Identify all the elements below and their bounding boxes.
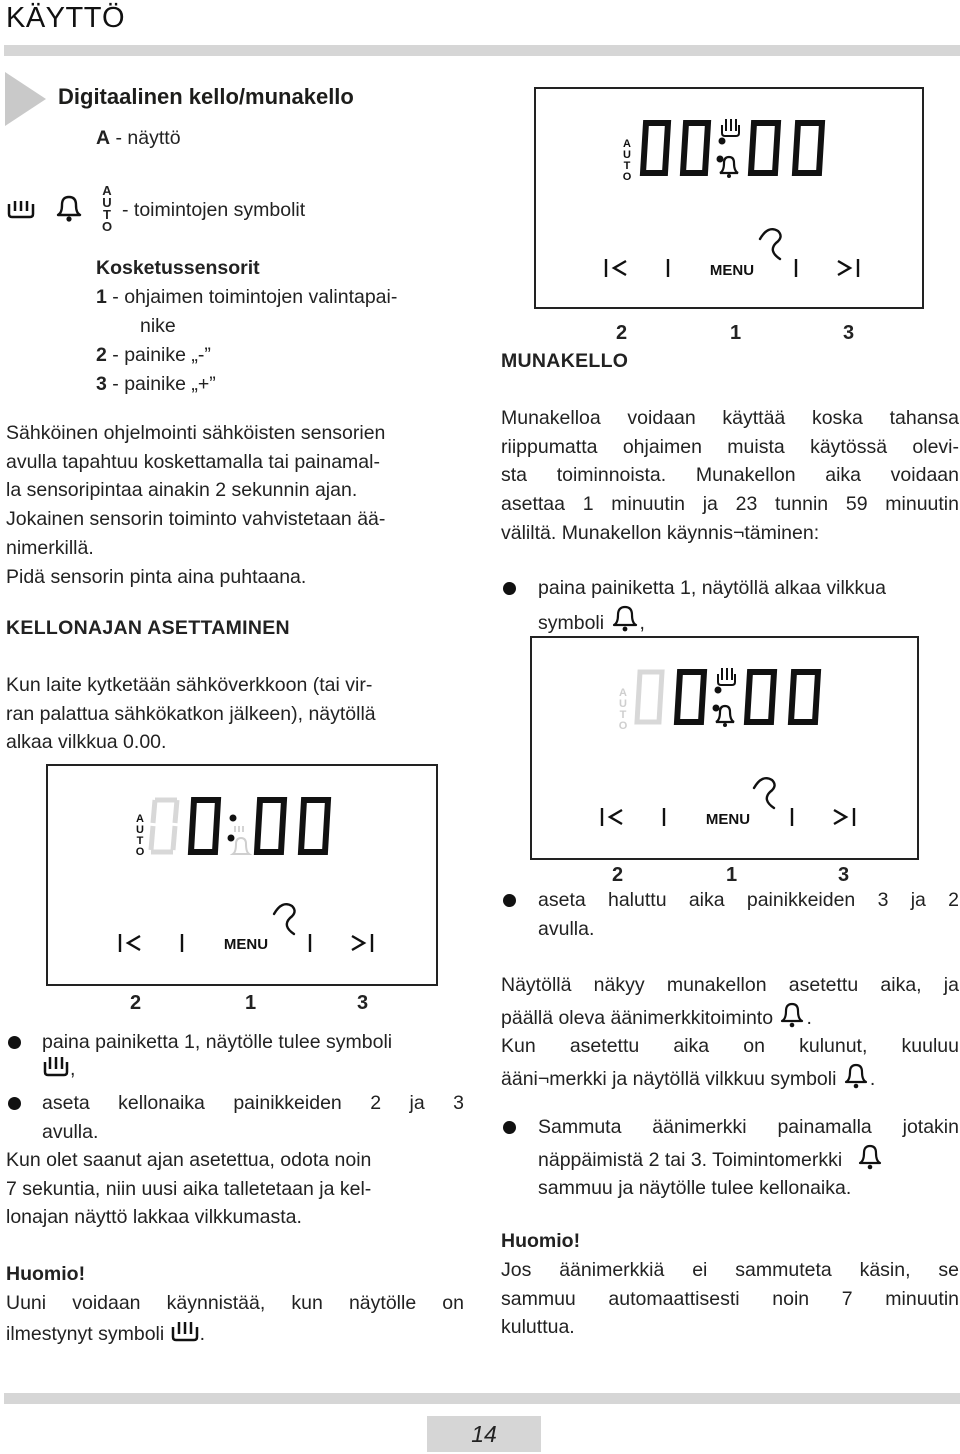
button-number-1: 1 bbox=[730, 322, 742, 344]
note-heading-left: Huomio! bbox=[6, 1263, 86, 1285]
auto-indicator bbox=[136, 813, 145, 858]
svg-text:U: U bbox=[136, 824, 144, 836]
auto-indicator-faint bbox=[619, 687, 628, 732]
sensor-1 bbox=[96, 283, 397, 312]
save-line: lonajan näyttö lakkaa vilkkumasta. bbox=[6, 1206, 302, 1229]
svg-text:O: O bbox=[618, 720, 628, 732]
button-number-3: 3 bbox=[838, 864, 850, 886]
egg-line: sta toiminnoista. Munakellon aika voidaan bbox=[501, 464, 959, 487]
save-paragraph bbox=[6, 1146, 466, 1232]
note-right-line: Jos äänimerkkiä ei sammuteta käsin, se bbox=[501, 1259, 959, 1281]
oven-icon bbox=[170, 1318, 200, 1344]
status-text: päällä oleva äänimerkkitoiminto bbox=[501, 1006, 774, 1029]
sensor-3-text: - painike „+” bbox=[112, 373, 216, 395]
sensor-2-number: 2 bbox=[96, 344, 107, 366]
sensors-heading: Kosketussensorit bbox=[96, 257, 260, 279]
button-number-2: 2 bbox=[616, 322, 628, 344]
sensor-1-number: 1 bbox=[96, 286, 107, 308]
svg-text:A: A bbox=[136, 813, 144, 825]
a-line bbox=[96, 124, 181, 153]
save-line: Kun olet saanut ajan asetettua, odota noin bbox=[6, 1149, 372, 1171]
svg-text:O: O bbox=[135, 846, 145, 858]
svg-text:O: O bbox=[622, 171, 632, 183]
section-arrow bbox=[5, 72, 46, 126]
auto-indicator bbox=[623, 138, 632, 183]
clock-line: Kun laite kytketään sähköverkkoon (tai vir- bbox=[6, 674, 373, 696]
svg-text:U: U bbox=[619, 698, 627, 710]
egg-bullet-3-line: Sammuta äänimerkki painamalla jotakin bbox=[538, 1116, 959, 1138]
display-panel-timer-top bbox=[534, 87, 924, 309]
note-heading-right: Huomio! bbox=[501, 1230, 581, 1252]
egg-line: asettaa 1 minuutin ja 23 tunnin 59 minuutin bbox=[501, 493, 959, 516]
intro-line: Pidä sensorin pinta aina puhtaana. bbox=[6, 565, 307, 588]
svg-text:A: A bbox=[619, 687, 627, 699]
egg-timer-paragraph bbox=[501, 404, 959, 548]
button-number-2: 2 bbox=[130, 992, 142, 1014]
comma: , bbox=[70, 1058, 76, 1080]
note-left-text: ilmestynyt symboli bbox=[6, 1322, 165, 1345]
period: . bbox=[199, 1322, 206, 1345]
svg-text:U: U bbox=[623, 149, 631, 161]
bullet-dot bbox=[503, 1121, 516, 1134]
bell-icon bbox=[778, 1000, 806, 1028]
sensor-1-text: - ohjaimen toimintojen valintapai- bbox=[112, 286, 398, 308]
a-text: - näyttö bbox=[115, 127, 181, 149]
egg-bullet-2-text: aseta haluttu aika painikkeiden 3 ja 2 bbox=[538, 889, 959, 911]
display-graphic bbox=[48, 766, 436, 984]
egg-bullet-3-text: näppäimistä 2 tai 3. Toimintomerkki bbox=[538, 1148, 843, 1171]
menu-label: MENU bbox=[705, 811, 751, 828]
sensor-3-number: 3 bbox=[96, 373, 107, 395]
egg-bullet-1: paina painiketta 1, näytöllä alkaa vilkkua bbox=[538, 577, 886, 599]
page-number: 14 bbox=[471, 1421, 497, 1447]
egg-bullet-3-line bbox=[538, 1142, 959, 1175]
comma: , bbox=[639, 612, 645, 634]
intro-line: la sensoripintaa ainakin 2 sekunnin ajan. bbox=[6, 479, 358, 502]
intro-line: Sähköinen ohjelmointi sähköisten sensorien bbox=[6, 422, 386, 444]
auto-icon: A U T O bbox=[101, 183, 113, 234]
sensor-2-text: - painike „-” bbox=[112, 344, 211, 366]
section-title: Digitaalinen kello/munakello bbox=[58, 84, 354, 109]
note-left-line-2 bbox=[6, 1318, 464, 1349]
symbols-text: - toimintojen symbolit bbox=[122, 199, 306, 221]
display-panel-timer-blink bbox=[530, 636, 919, 860]
note-left-line: Uuni voidaan käynnistää, kun näytölle on bbox=[6, 1292, 464, 1314]
display-graphic bbox=[536, 89, 922, 307]
egg-bullet-3-line: sammuu ja näytölle tulee kellonaika. bbox=[538, 1177, 852, 1200]
status-line-4: ääni¬merkki ja näytöllä vilkkuu symboli . bbox=[501, 1061, 959, 1094]
egg-bullet-2-cont: avulla. bbox=[538, 917, 595, 940]
status-text: ääni¬merkki ja näytöllä vilkkuu symboli bbox=[501, 1068, 837, 1091]
sensor-1-cont: nike bbox=[140, 315, 176, 337]
svg-text:T: T bbox=[136, 835, 144, 847]
note-right bbox=[501, 1256, 959, 1342]
clock-bullet-1-end bbox=[42, 1053, 75, 1084]
faint-digit bbox=[151, 800, 177, 852]
clock-bullet-1: paina painiketta 1, näytölle tulee symboli bbox=[42, 1031, 393, 1053]
bell-icon bbox=[856, 1142, 884, 1170]
svg-text:T: T bbox=[623, 160, 631, 172]
bullet-dot bbox=[8, 1097, 21, 1110]
page-title: KÄYTTÖ bbox=[6, 2, 126, 34]
intro-line: Jokainen sensorin toiminto vahvistetaan ää- bbox=[6, 508, 386, 531]
egg-bullet-1-symbol-text: symboli bbox=[538, 612, 605, 634]
bullet-dot bbox=[503, 582, 516, 595]
display-panel-clock bbox=[46, 764, 438, 986]
clock-paragraph bbox=[6, 671, 464, 757]
bell-icon bbox=[610, 603, 640, 633]
oven-icon bbox=[42, 1053, 70, 1079]
menu-label: MENU bbox=[709, 262, 755, 279]
clock-line: ran palattua sähkökatkon jälkeen), näytöllä bbox=[6, 702, 376, 725]
note-right-line: kuluttua. bbox=[501, 1316, 575, 1339]
intro-line: nimerkillä. bbox=[6, 536, 94, 559]
clock-bullet-2-cont: avulla. bbox=[42, 1120, 99, 1143]
button-number-1: 1 bbox=[726, 864, 738, 886]
egg-line: väliltä. Munakellon käynnis¬täminen: bbox=[501, 521, 820, 544]
note-right-line: sammuu automaattisesti noin 7 minuutin bbox=[501, 1287, 959, 1310]
menu-label: MENU bbox=[223, 936, 269, 953]
header-rule bbox=[4, 45, 960, 56]
save-line: 7 sekuntia, niin uusi aika talletetaan ja kel- bbox=[6, 1177, 372, 1200]
svg-text:T: T bbox=[619, 709, 627, 721]
a-label: A bbox=[96, 127, 111, 149]
sensor-2 bbox=[96, 341, 211, 370]
clock-bullet-2-text: aseta kellonaika painikkeiden 2 ja 3 bbox=[42, 1092, 464, 1114]
status-line-1: Näytöllä näkyy munakellon asetettu aika, ja bbox=[501, 974, 959, 996]
button-number-3: 3 bbox=[357, 992, 369, 1014]
egg-bullet-1-cont bbox=[538, 603, 645, 638]
digits bbox=[643, 123, 822, 173]
status-line-3: Kun asetettu aika on kulunut, kuuluu bbox=[501, 1035, 959, 1058]
status-line-2: päällä oleva äänimerkkitoiminto . bbox=[501, 1000, 959, 1033]
egg-timer-heading: MUNAKELLO bbox=[501, 350, 629, 372]
footer-rule bbox=[4, 1393, 960, 1404]
sensor-3 bbox=[96, 370, 216, 399]
button-number-1: 1 bbox=[245, 992, 257, 1014]
bell-icon bbox=[52, 193, 86, 225]
display-graphic bbox=[532, 638, 917, 858]
intro-paragraph bbox=[6, 419, 466, 591]
egg-status-paragraph bbox=[501, 971, 959, 1094]
oven-icon bbox=[4, 194, 38, 222]
egg-bullet-3 bbox=[538, 1113, 959, 1203]
intro-line: avulla tapahtuu koskettamalla tai painamal- bbox=[6, 450, 380, 473]
bell-icon bbox=[842, 1061, 870, 1089]
button-number-3: 3 bbox=[843, 322, 855, 344]
digit bbox=[191, 800, 218, 852]
note-left bbox=[6, 1289, 464, 1348]
clock-bullet-2 bbox=[42, 1089, 464, 1146]
button-number-2: 2 bbox=[612, 864, 624, 886]
egg-line: riippumatta ohjaimen muista käytössä olevi- bbox=[501, 435, 959, 458]
egg-line: Munakelloa voidaan käyttää koska tahansa bbox=[501, 407, 959, 429]
egg-bullet-2 bbox=[538, 886, 959, 943]
bullet-dot bbox=[503, 894, 516, 907]
digits bbox=[677, 672, 818, 722]
clock-setting-heading: KELLONAJAN ASETTAMINEN bbox=[6, 617, 290, 639]
svg-text:A: A bbox=[623, 138, 631, 150]
clock-line: alkaa vilkkua 0.00. bbox=[6, 731, 167, 754]
bullet-dot bbox=[8, 1036, 21, 1049]
